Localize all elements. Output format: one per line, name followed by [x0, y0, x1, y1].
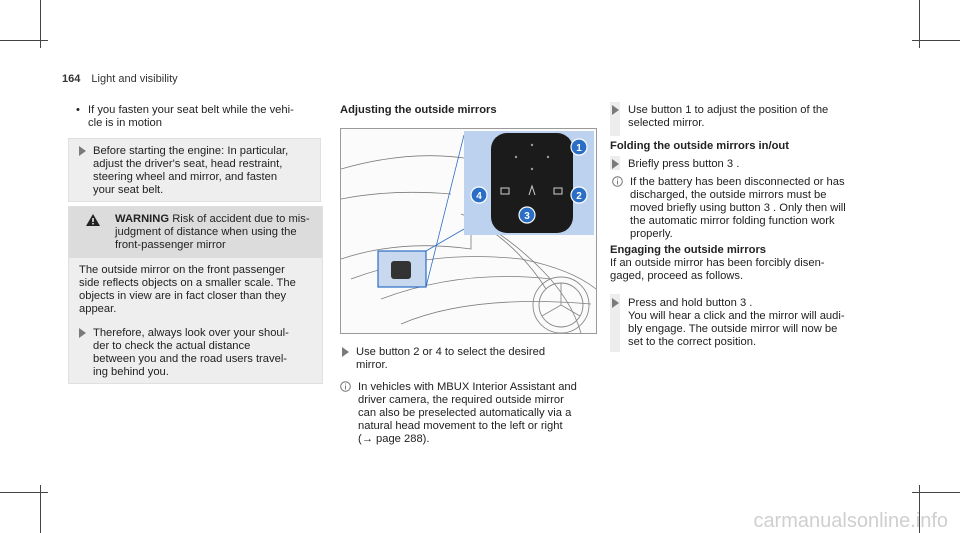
crop-mark [912, 40, 960, 41]
text-line: properly. [630, 228, 673, 240]
text-line: If an outside mirror has been forcibly disen- [610, 257, 825, 269]
text-line: In vehicles with MBUX Interior Assistant and [358, 381, 577, 393]
info-icon [340, 381, 351, 396]
text-line: Therefore, always look over your shoul- [93, 327, 289, 339]
warning-body [79, 264, 319, 316]
crop-mark [912, 492, 960, 493]
step-arrow-icon [79, 146, 86, 160]
left-bullet: • If you fasten your seat belt while the vehi- cle is in motion [76, 104, 316, 130]
text-line: your seat belt. [93, 184, 164, 196]
text-line: mirror. [356, 359, 388, 371]
callout-4: 4 [476, 191, 482, 202]
text-line: the automatic mirror folding function work [630, 215, 835, 227]
callout-1: 1 [576, 143, 582, 154]
text-line: front-passenger mirror [115, 239, 226, 251]
text-line: You will hear a click and the mirror will audi- [628, 310, 845, 322]
crop-mark [0, 40, 48, 41]
text-line: objects in view are in fact closer than they [79, 290, 287, 302]
text-line: cle is in motion [88, 117, 162, 129]
watermark: carmanualsonline.info [753, 510, 948, 532]
section-title: Light and visibility [91, 73, 178, 85]
text-line: side reflects objects on a smaller scale. The [79, 277, 296, 289]
text-line: If the battery has been disconnected or has [630, 176, 845, 188]
info-icon [612, 176, 623, 191]
text-line: der to check the actual distance [93, 340, 251, 352]
page-header [62, 73, 178, 85]
step-arrow-icon [342, 347, 349, 361]
engage-section [610, 244, 890, 283]
section-heading: Folding the outside mirrors in/out [610, 140, 789, 152]
text-line: selected mirror. [628, 117, 705, 129]
callout-3: 3 [524, 211, 530, 222]
warning-title: WARNING [115, 213, 170, 225]
text-line: adjust the driver's seat, head restraint, [93, 158, 283, 170]
text-line: gaged, proceed as follows. [610, 270, 744, 282]
step-arrow-icon [612, 159, 619, 173]
text-line: Use button 1 to adjust the position of the [628, 104, 829, 116]
text-line: between you and the road users travel- [93, 353, 288, 365]
section-heading: Adjusting the outside mirrors [340, 104, 497, 116]
warning-icon [86, 213, 100, 231]
text-line: steering wheel and mirror, and fasten [93, 171, 278, 183]
door-panel-figure [340, 128, 597, 334]
text-line: The outside mirror on the front passenger [79, 264, 285, 276]
page-number: 164 [62, 73, 81, 85]
section-heading: Engaging the outside mirrors [610, 244, 767, 256]
text-line: ing behind you. [93, 366, 169, 378]
text-line: driver camera, the required outside mirror [358, 394, 564, 406]
instruction-box [68, 138, 321, 202]
text-line: (→ page 288). [358, 433, 430, 445]
text-line: natural head movement to the left or right [358, 420, 563, 432]
step-arrow-icon [612, 298, 619, 312]
text-line: appear. [79, 303, 117, 315]
text-line: bly engage. The outside mirror will now be [628, 323, 838, 335]
text-line: Briefly press button 3 . [628, 158, 740, 170]
step-arrow-icon [79, 328, 86, 342]
text-line: moved briefly using button 3 . Only then will [630, 202, 846, 214]
text-line: Press and hold button 3 . [628, 297, 753, 309]
warning-box [68, 206, 323, 384]
text-line: Before starting the engine: In particular, [93, 145, 289, 157]
crop-mark [0, 492, 48, 493]
text-line: judgment of distance when using the [115, 226, 297, 238]
text-line: discharged, the outside mirrors must be [630, 189, 827, 201]
callout-2: 2 [576, 191, 582, 202]
text-line: set to the correct position. [628, 336, 757, 348]
text-line: Use button 2 or 4 to select the desired [356, 346, 546, 358]
text-line: can also be preselected automatically via a [358, 407, 572, 419]
text-line: If you fasten your seat belt while the vehi- [88, 104, 294, 116]
step-arrow-icon [612, 105, 619, 119]
text-line: Risk of accident due to mis- [172, 213, 310, 225]
